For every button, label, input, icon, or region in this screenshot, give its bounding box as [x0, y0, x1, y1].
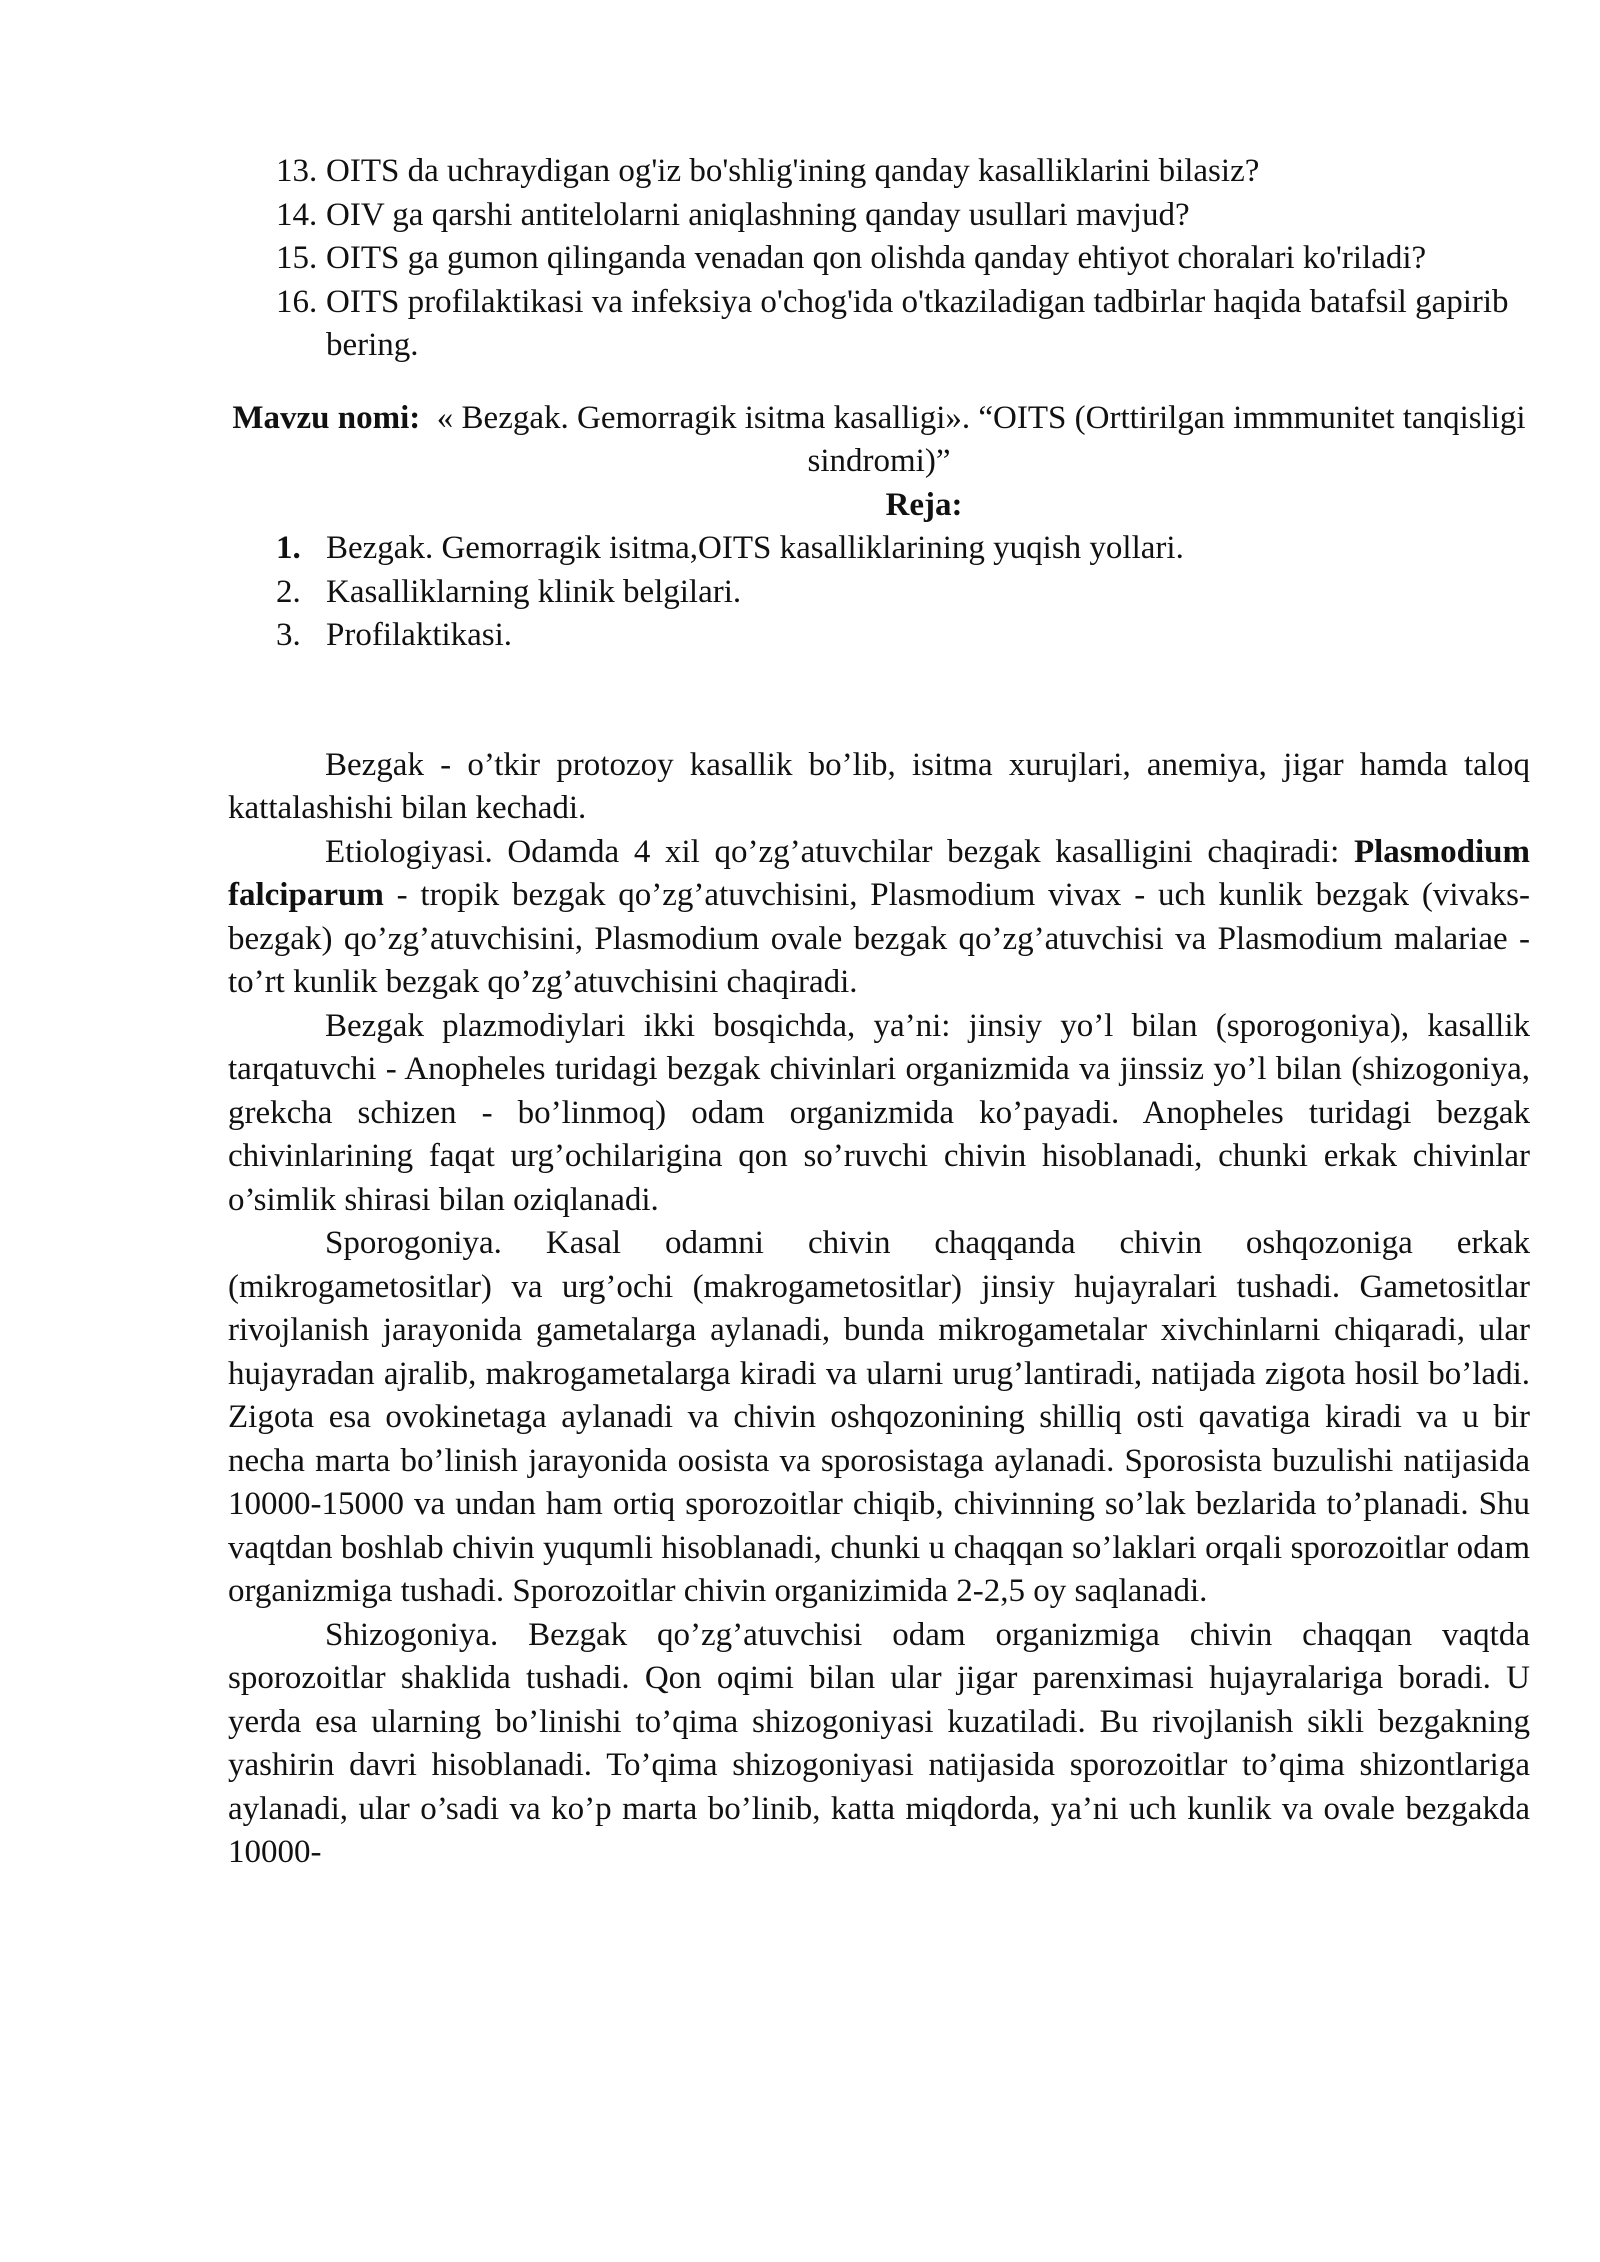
etiology-rest: - tropik bezgak qo’zg’atuvchisini, Plasmodium vivax - uch kunlik bezgak (vivaks-bezgak) qo’zg’atuvchisini, Plasmodium ovale bezgak qo’zg’atuvchisi va Plasmodium malariae - to’rt kunlik bezgak qo’zg’atuvchisini chaqiradi.	[228, 877, 1530, 1000]
paragraph-sporogony: Sporogoniya. Kasal odamni chivin chaqqanda chivin oshqozoniga erkak (mikrogametositlar) va urg’ochi (makrogametositlar) jinsiy hujayralari tushadi. Gametositlar rivojlanish jarayonida gametalarga aylanadi, bunda mikrogametalar xivchinlarni chiqaradi, ular hujayradan ajralib, makrogametalarga kiradi va ularni urug’lantiradi, natijada zigota hosil bo’ladi. Zigota esa ovokinetaga aylanadi va chivin oshqozonining shilliq osti qavatiga kiradi va u bir necha marta bo’linish jarayonida oosista va sporosistaga aylanadi. Sporosista buzulishi natijasida 10000-15000 va undan ham ortiq sporozoitlar chiqib, chivinning so’lak bezlarida to’planadi. Shu vaqtdan boshlab chivin yuqumli hisoblanadi, chunki u chaqqan so’laklari orqali sporozoitlar odam organizmiga tushadi. Sporozoitlar chivin organizimida 2-2,5 oy saqlanadi.	[228, 1225, 1530, 1609]
document-page	[228, 150, 1530, 1875]
question-item	[276, 150, 1530, 194]
question-item	[276, 281, 1530, 368]
plan-item-text: Bezgak. Gemorragik isitma,OITS kasalliklarining yuqish yollari.	[326, 530, 1184, 566]
plan-item-number: 1.	[276, 530, 301, 566]
plan-title: Reja:	[885, 486, 963, 523]
topic-heading	[228, 397, 1530, 484]
question-item	[276, 237, 1530, 281]
question-text: OITS ga gumon qilinganda venadan qon olishda qanday ehtiyot choralari ko'riladi?	[326, 240, 1427, 276]
question-text: OIV ga qarshi antitelolarni aniqlashning qanday usullari mavjud?	[326, 196, 1190, 233]
plan-list	[228, 527, 1530, 658]
plan-item	[276, 614, 1530, 658]
topic-text: « Bezgak. Gemorragik isitma kasalligi». “OITS (Orttirilgan immmunitet tanqisligi sindromi)”	[436, 399, 1526, 479]
plan-item-text: Kasalliklarning klinik belgilari.	[326, 573, 742, 610]
paragraph-etiology	[228, 831, 1530, 1005]
question-text: OITS da uchraydigan og'iz bo'shlig'ining qanday kasalliklarini bilasiz?	[326, 153, 1260, 189]
topic-label: Mavzu nomi:	[232, 399, 421, 436]
paragraph-schizogony: Shizogoniya. Bezgak qo’zg’atuvchisi odam organizmiga chivin chaqqan vaqtda sporozoitlar shaklida tushadi. Qon oqimi bilan ular jigar parenximasi hujayralariga boradi. U yerda esa ularning bo’linishi to’qima shizogoniyasi kuzatiladi. Bu rivojlanish sikli bezgakning yashirin davri hisoblanadi. To’qima shizogoniyasi natijasida sporozoitlar to’qima shizontlariga aylanadi, ular o’sadi va ko’p marta bo’linib, katta miqdorda, ya’ni uch kunlik va ovale bezgakda 10000-	[228, 1616, 1530, 1870]
plasmodium-falciparum-term: Plasmodium falciparum	[228, 833, 1530, 913]
etiology-intro: Etiologiyasi. Odamda 4 xil qo’zg’atuvchilar bezgak kasalligini chaqiradi:	[325, 833, 1354, 870]
question-number: 13.	[276, 153, 318, 189]
paragraph-definition: Bezgak - o’tkir protozoy kasallik bo’lib, isitma xurujlari, anemiya, jigar hamda taloq kattalashishi bilan kechadi.	[228, 746, 1530, 826]
plan-item-number: 2.	[276, 573, 301, 610]
question-list	[228, 150, 1530, 368]
plan-item	[276, 571, 1530, 615]
question-number: 15.	[276, 240, 318, 276]
plan-item-number: 3.	[276, 617, 301, 653]
body-text	[228, 744, 1530, 1875]
plan-item-text: Profilaktikasi.	[326, 617, 513, 653]
question-text: OITS profilaktikasi va infeksiya o'chog'ida o'tkaziladigan tadbirlar haqida batafsil gapirib bering.	[326, 283, 1509, 363]
question-number: 16.	[276, 283, 318, 320]
plan-item	[276, 527, 1530, 571]
question-number: 14.	[276, 196, 318, 233]
paragraph-reproduction: Bezgak plazmodiylari ikki bosqichda, ya’ni: jinsiy yo’l bilan (sporogoniya), kasallik tarqatuvchi - Anopheles turidagi bezgak chivinlari organizmida va jinssiz yo’l bilan (shizogoniya, grekcha schizen - bo’linmoq) odam organizmida ko’payadi. Anopheles turidagi bezgak chivinlarining faqat urg’ochilarigina qon so’ruvchi chivin hisoblanadi, chunki erkak chivinlar o’simlik shirasi bilan oziqlanadi.	[228, 1007, 1530, 1218]
question-item	[276, 194, 1530, 238]
